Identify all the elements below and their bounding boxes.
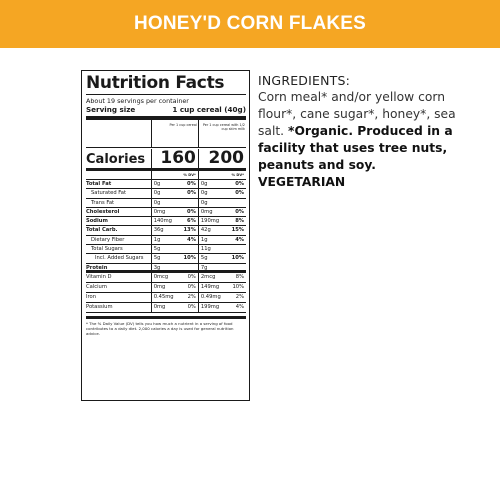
nutrient-amount-a: 36g — [153, 227, 164, 234]
mineral-cell-a — [151, 303, 198, 312]
nutrition-title: Nutrition Facts — [86, 74, 246, 95]
mineral-pct-a: 0% — [187, 273, 196, 280]
calories-label: Calories — [86, 152, 146, 167]
nutrient-row — [86, 254, 246, 263]
ingredients-title: INGREDIENTS: — [258, 73, 351, 88]
nutrient-pct-b: 0% — [235, 208, 244, 215]
nutrient-label: Sodium — [86, 218, 108, 225]
nutrient-cell-a — [151, 199, 198, 207]
nutrient-pct-a: 0% — [187, 190, 196, 197]
nutrient-cell-a — [151, 180, 198, 188]
nutrient-pct-b: 15% — [231, 227, 244, 234]
nutrient-row — [86, 208, 246, 217]
nutrient-amount-a: 1g — [153, 236, 161, 243]
nutrient-cell-a — [151, 264, 198, 270]
nutrient-label: Total Sugars — [91, 246, 123, 253]
mineral-pct-a: 0% — [187, 283, 196, 290]
mineral-cell-b — [198, 303, 246, 312]
nutrient-pct-a: 6% — [187, 218, 196, 225]
nutrient-label: Total Carb. — [86, 227, 118, 234]
nutrient-label: Trans Fat — [91, 199, 115, 206]
nutrient-cell-b — [198, 245, 246, 253]
nutrient-amount-a: 5g — [153, 246, 161, 253]
calories-value-b: 200 — [198, 149, 246, 168]
daily-value-header-row — [86, 171, 246, 180]
mineral-pct-a: 2% — [187, 293, 196, 300]
nutrient-cell-a — [151, 189, 198, 197]
nutrient-pct-a: 0% — [187, 181, 196, 187]
nutrient-amount-b: 0g — [200, 190, 208, 197]
nutrient-pct-b: 0% — [235, 190, 244, 197]
mineral-amount-a: 0mcg — [153, 273, 169, 280]
nutrient-cell-b — [198, 264, 246, 270]
mineral-cell-a — [151, 273, 198, 282]
nutrient-cell-a — [151, 254, 198, 262]
nutrient-pct-a: 0% — [187, 208, 196, 215]
nutrient-cell-a — [151, 208, 198, 216]
mineral-amount-b: 149mg — [200, 283, 220, 290]
nutrient-amount-a: 140mg — [153, 218, 172, 225]
calories-value-a: 160 — [151, 149, 198, 168]
ingredients-block — [258, 72, 463, 191]
nutrient-cell-b — [198, 236, 246, 244]
nutrient-row — [86, 199, 246, 208]
nutrient-amount-a: 0mg — [153, 208, 166, 215]
mineral-pct-b: 8% — [235, 273, 244, 280]
dv-label-b: % DV* — [198, 171, 246, 179]
mineral-pct-a: 0% — [187, 303, 196, 310]
nutrient-row — [86, 226, 246, 235]
nutrient-pct-a: 10% — [183, 255, 196, 262]
nutrient-pct-b: 4% — [235, 236, 244, 243]
mineral-cell-b — [198, 283, 246, 292]
product-title: HONEY'D CORN FLAKES — [133, 13, 367, 34]
nutrient-cell-b — [198, 199, 246, 207]
mineral-pct-b: 4% — [235, 303, 244, 310]
product-banner — [0, 0, 500, 48]
nutrient-label: Cholesterol — [86, 208, 120, 215]
mineral-row — [86, 293, 246, 303]
mineral-label: Vitamin D — [86, 273, 112, 280]
mineral-cell-a — [151, 283, 198, 292]
mineral-row — [86, 303, 246, 313]
nutrient-pct-b: 8% — [235, 218, 244, 225]
nutrient-pct-a: 13% — [183, 227, 196, 234]
mineral-label: Iron — [86, 293, 97, 300]
nutrient-row — [86, 245, 246, 254]
mineral-amount-a: 0.45mg — [153, 293, 174, 300]
nutrient-row — [86, 217, 246, 226]
ingredients-text — [258, 89, 463, 191]
nutrient-cell-b — [198, 180, 246, 188]
nutrient-amount-a: 0g — [153, 199, 161, 206]
nutrient-label: Total Fat — [86, 181, 112, 187]
serving-size-value: 1 cup cereal (40g) — [172, 105, 246, 114]
mineral-cell-b — [198, 273, 246, 282]
nutrient-cell-b — [198, 208, 246, 216]
mineral-pct-b: 2% — [235, 293, 244, 300]
column-b-header: Per 1 cup cereal with 1/2 cup skim milk — [198, 120, 246, 147]
nutrient-amount-a: 5g — [153, 255, 161, 262]
nutrient-label: Dietary Fiber — [91, 236, 125, 243]
nutrient-cell-a — [151, 245, 198, 253]
nutrient-amount-b: 0g — [200, 181, 208, 187]
ingredients-list: Corn meal* and/or yellow corn flour*, cane sugar*, honey*, sea salt. — [258, 90, 456, 138]
nutrient-cell-a — [151, 217, 198, 225]
mineral-amount-a: 0mg — [153, 283, 166, 290]
nutrient-pct-b: 0% — [235, 181, 244, 187]
nutrient-amount-b: 11g — [200, 246, 211, 253]
calories-row — [86, 148, 246, 171]
nutrient-amount-b: 1g — [200, 236, 208, 243]
column-header-row — [86, 120, 246, 148]
nutrient-amount-b: 42g — [200, 227, 211, 234]
nutrient-amount-a: 0g — [153, 181, 161, 187]
mineral-cell-a — [151, 293, 198, 302]
mineral-label: Potassium — [86, 303, 113, 310]
nutrient-label: Protein — [86, 264, 108, 271]
nutrient-cell-b — [198, 226, 246, 234]
nutrient-amount-b: 190mg — [200, 218, 220, 225]
mineral-label: Calcium — [86, 283, 107, 290]
nutrient-amount-b: 0mg — [200, 208, 213, 215]
nutrient-row — [86, 180, 246, 189]
nutrient-row — [86, 189, 246, 198]
nutrient-cell-b — [198, 217, 246, 225]
servings-per-container: About 19 servings per container — [86, 97, 189, 105]
mineral-pct-b: 10% — [232, 283, 244, 290]
nutrient-pct-b: 10% — [231, 255, 244, 262]
nutrient-cell-b — [198, 254, 246, 262]
nutrient-rows — [86, 180, 246, 273]
nutrient-cell-a — [151, 226, 198, 234]
nutrient-amount-b: 5g — [200, 255, 208, 262]
serving-size-row — [86, 105, 246, 120]
nutrient-label: Incl. Added Sugars — [95, 255, 144, 262]
nutrient-amount-b: 0g — [200, 199, 208, 206]
nutrient-label: Saturated Fat — [91, 190, 126, 197]
mineral-amount-b: 199mg — [200, 303, 220, 310]
serving-size-label: Serving size — [86, 105, 136, 114]
nutrient-amount-b: 7g — [200, 264, 208, 271]
nutrition-facts-panel — [81, 70, 250, 401]
nutrient-amount-a: 0g — [153, 190, 161, 197]
mineral-amount-a: 0mg — [153, 303, 166, 310]
nutrient-row — [86, 236, 246, 245]
nutrient-amount-a: 3g — [153, 264, 161, 271]
nutrient-row — [86, 264, 246, 273]
nutrient-cell-a — [151, 236, 198, 244]
nutrient-cell-b — [198, 189, 246, 197]
mineral-row — [86, 273, 246, 283]
mineral-amount-b: 2mcg — [200, 273, 216, 280]
mineral-row — [86, 283, 246, 293]
allergen-statement: *Organic. Produced in a facility that uses tree nuts, peanuts and soy. VEGETARIAN — [258, 124, 453, 189]
daily-value-footnote: * The % Daily Value (DV) tells you how much a nutrient in a serving of food contributes to a daily diet. 2,000 calories a day is used for general nutrition advice. — [86, 316, 246, 336]
mineral-rows — [86, 273, 246, 313]
nutrient-pct-a: 4% — [187, 236, 196, 243]
mineral-cell-b — [198, 293, 246, 302]
column-a-header: Per 1 cup cereal — [151, 120, 198, 147]
mineral-amount-b: 0.49mg — [200, 293, 221, 300]
dv-label-a: % DV* — [151, 171, 198, 179]
